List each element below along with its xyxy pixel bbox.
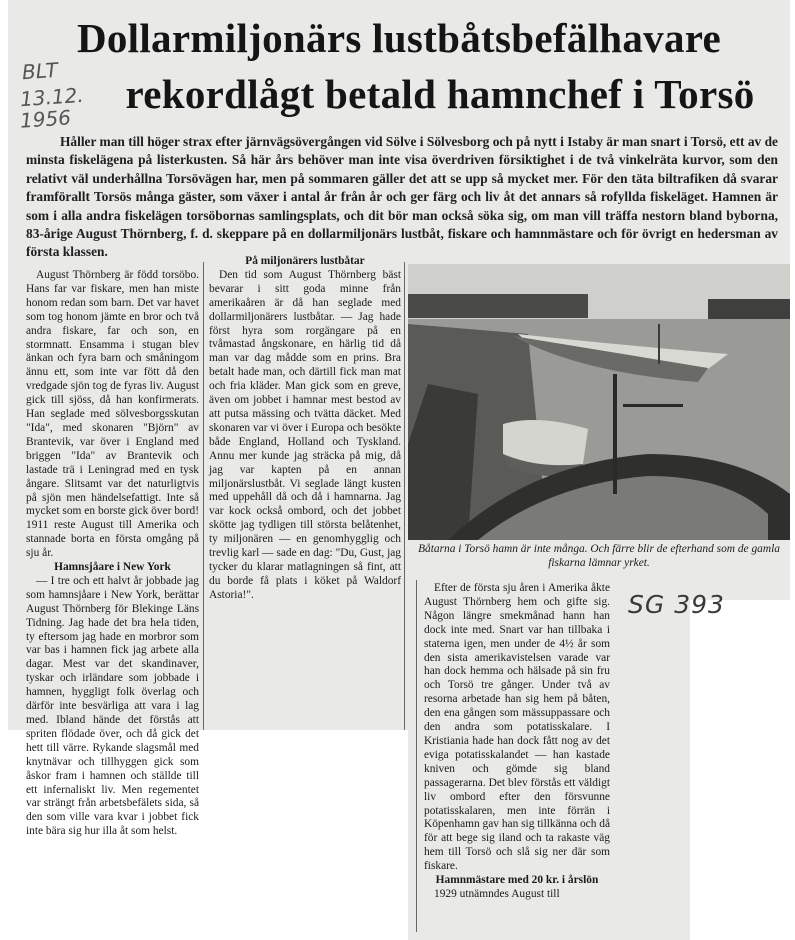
column-divider [416, 580, 417, 932]
headline-line-1: Dollarmiljonärs lustbåtsbefälhavare [76, 15, 722, 61]
handwritten-catalog-number: SG 393 [628, 590, 725, 619]
headline-line-2: rekordlågt betald hamnchef i Torsö [125, 71, 755, 117]
body-paragraph: Efter de första sju åren i Amerika åkte August Thörnberg hem och gifte sig. Någon längre smekmånad hann han dock inte med. Snart var han tillbaka i staterna igen, men under de 4½ år som den sista amerikavistelsen varade var han dock hemma och hälsade på sin fru och Torsö tre gånger. Under två av resorna arbetade han sig hem på båten, den ena gången som mässuppassare och den andra som potatisskalare. I Kristiania hade han dock fått nog av det eviga potatisskalandet — han kastade kniven och gömde sig bland passagerarna. Det blev förstås ett väldigt liv ombord efter den försvunne potatisskalaren, men inte förrän i Köpenhamn gav han sig tillkänna och då för att bege sig iland och ta rakaste väg hem till Torsö och slå sig ner där som fiskare. [424, 582, 610, 873]
harbor-boats-image [408, 264, 790, 540]
subheading-hamnmastare: Hamnmästare med 20 kr. i årslön [435, 874, 599, 887]
body-paragraph: Den tid som August Thörnberg bäst bevarar i sitt goda minne från amerikaåren är då han seglade med dollarmiljonärers lustbåtar. — Jag hade först hyra som rorgängare på en tvåmastad ångskonare, en härlig tid då man var dag mådde som en prins. Bra betalt hade man, och därtill fick man mat och fria kläder. Man gick som en greve, även om jobbet i hamnar mest bestod av att putsa mässing och tvätta däcket. Med skonaren var vi över i Europa och besökte både England, Holland och Tyskland. Annu mer kunde jag sträcka på mig, då jag var kapten på en annan miljonärslustbåt. Vi seglade längt kusten med uppehåll då och då i hamnarna. Jag var kock också ombord, och det jobbet skötte jag tydligen till största belåtenhet, ty miljonären — en genomhygglig och trevlig karl — sade en dag: "Du, Gust, jag tycker du klarar matlagningen så fint, att du borde få plats i köket på Waldorf Astoria!". [209, 268, 401, 601]
lede-paragraph: Håller man till höger strax efter järnvägsövergången vid Sölve i Sölvesborg och på nytt i Istaby är man snart i Torsö, ett av de minsta fiskelägena på listerkusten. Så här års behöver man inte visa överdriven försiktighet i de två vinkelräta kurvor, som den relativt väl underhållna Torsövägen har, men på sommaren gäller det att se upp så mycket mer. För den täta biltrafiken då svarar framförallt Torsös många gäster, som växer i antal år från år och ger färg och liv åt det annars så rofyllda fiskeläget. Hamnen är som i alla andra fiskelägen torsöbornas samlingsplats, och dit bör man också söka sig, om man vill träffa nestorn bland byborna, 83-årige August Thörnberg, f. d. skeppare på en dollarmiljonärs lustbåt, fiskare och hamnmästare och för övrigt en hedersman av första klassen. [26, 134, 778, 260]
body-paragraph: 1929 utnämndes August till [434, 887, 560, 900]
article-column-1 [26, 269, 199, 839]
handwritten-date: 13.12. [19, 82, 85, 112]
column-divider [203, 262, 204, 730]
handwritten-source: BLT [21, 57, 59, 85]
handwritten-year: 1956 [19, 105, 72, 133]
article-column-3 [424, 582, 610, 902]
article-column-2 [209, 255, 401, 603]
page-background [690, 600, 790, 940]
subheading-new-york: Hamnsjåare i New York [54, 561, 171, 574]
harbor-photo [408, 264, 790, 540]
column-divider [404, 262, 405, 730]
body-paragraph: — I tre och ett halvt år jobbade jag som hamnsjåare i New York, berättar August Thörnberg för Blekinge Läns Tidning. Jag hade det bra hela tiden, ty eftersom jag hade en morbror som var bas i hamnen fick jag arbete alla dagar. Mest var det skandinaver, tyskar och irländare som jobbade i hamnen, hyggligt folk överlag och därför inte besvärliga att vara i lag med. Ibland hände det förstås att spriten flödade över, och då gick det hett till värre. Rykande slagsmål med knytnävar och tillhyggen gick som åskor fram i hamnen och ställde till ett infernaliskt liv. Men regementet var strängt från arbetsbefälets sida, så den som ville vara kvar i jobbet fick inte bära sig hur illa åt som helst. [26, 574, 199, 838]
body-paragraph: August Thörnberg är född torsöbo. Hans far var fiskare, men han miste honom redan som barn. Det var havet som tog honom jämte en bror och två andra fiskare, far och son, en stormnatt. Ensamma i stugan blev änkan och fyra barn och småningom ännu ett, som inte var fött då den vredgade sjön tog de fyras liv. August gick till sjöss, då han konfirmerats. Han seglade med sölvesborgsskutan "Ida", med skonaren "Björn" av Brantevik, var över i England med briggen "Ida" av Brantevik och lastade trä i Leningrad med en tysk ångare. Slitsamt var det naturligtvis på sjön men händelsefattigt. Inte så mycket som en borste gick över bord! 1911 reste August till Amerika och stannade borta en första omgång på sju år. [26, 269, 199, 560]
subheading-lustbatar: På miljonärers lustbåtar [245, 255, 365, 267]
photo-caption: Båtarna i Torsö hamn är inte många. Och färre blir de efterhand som de gamla fiskarna lämnar yrket. [418, 543, 780, 569]
